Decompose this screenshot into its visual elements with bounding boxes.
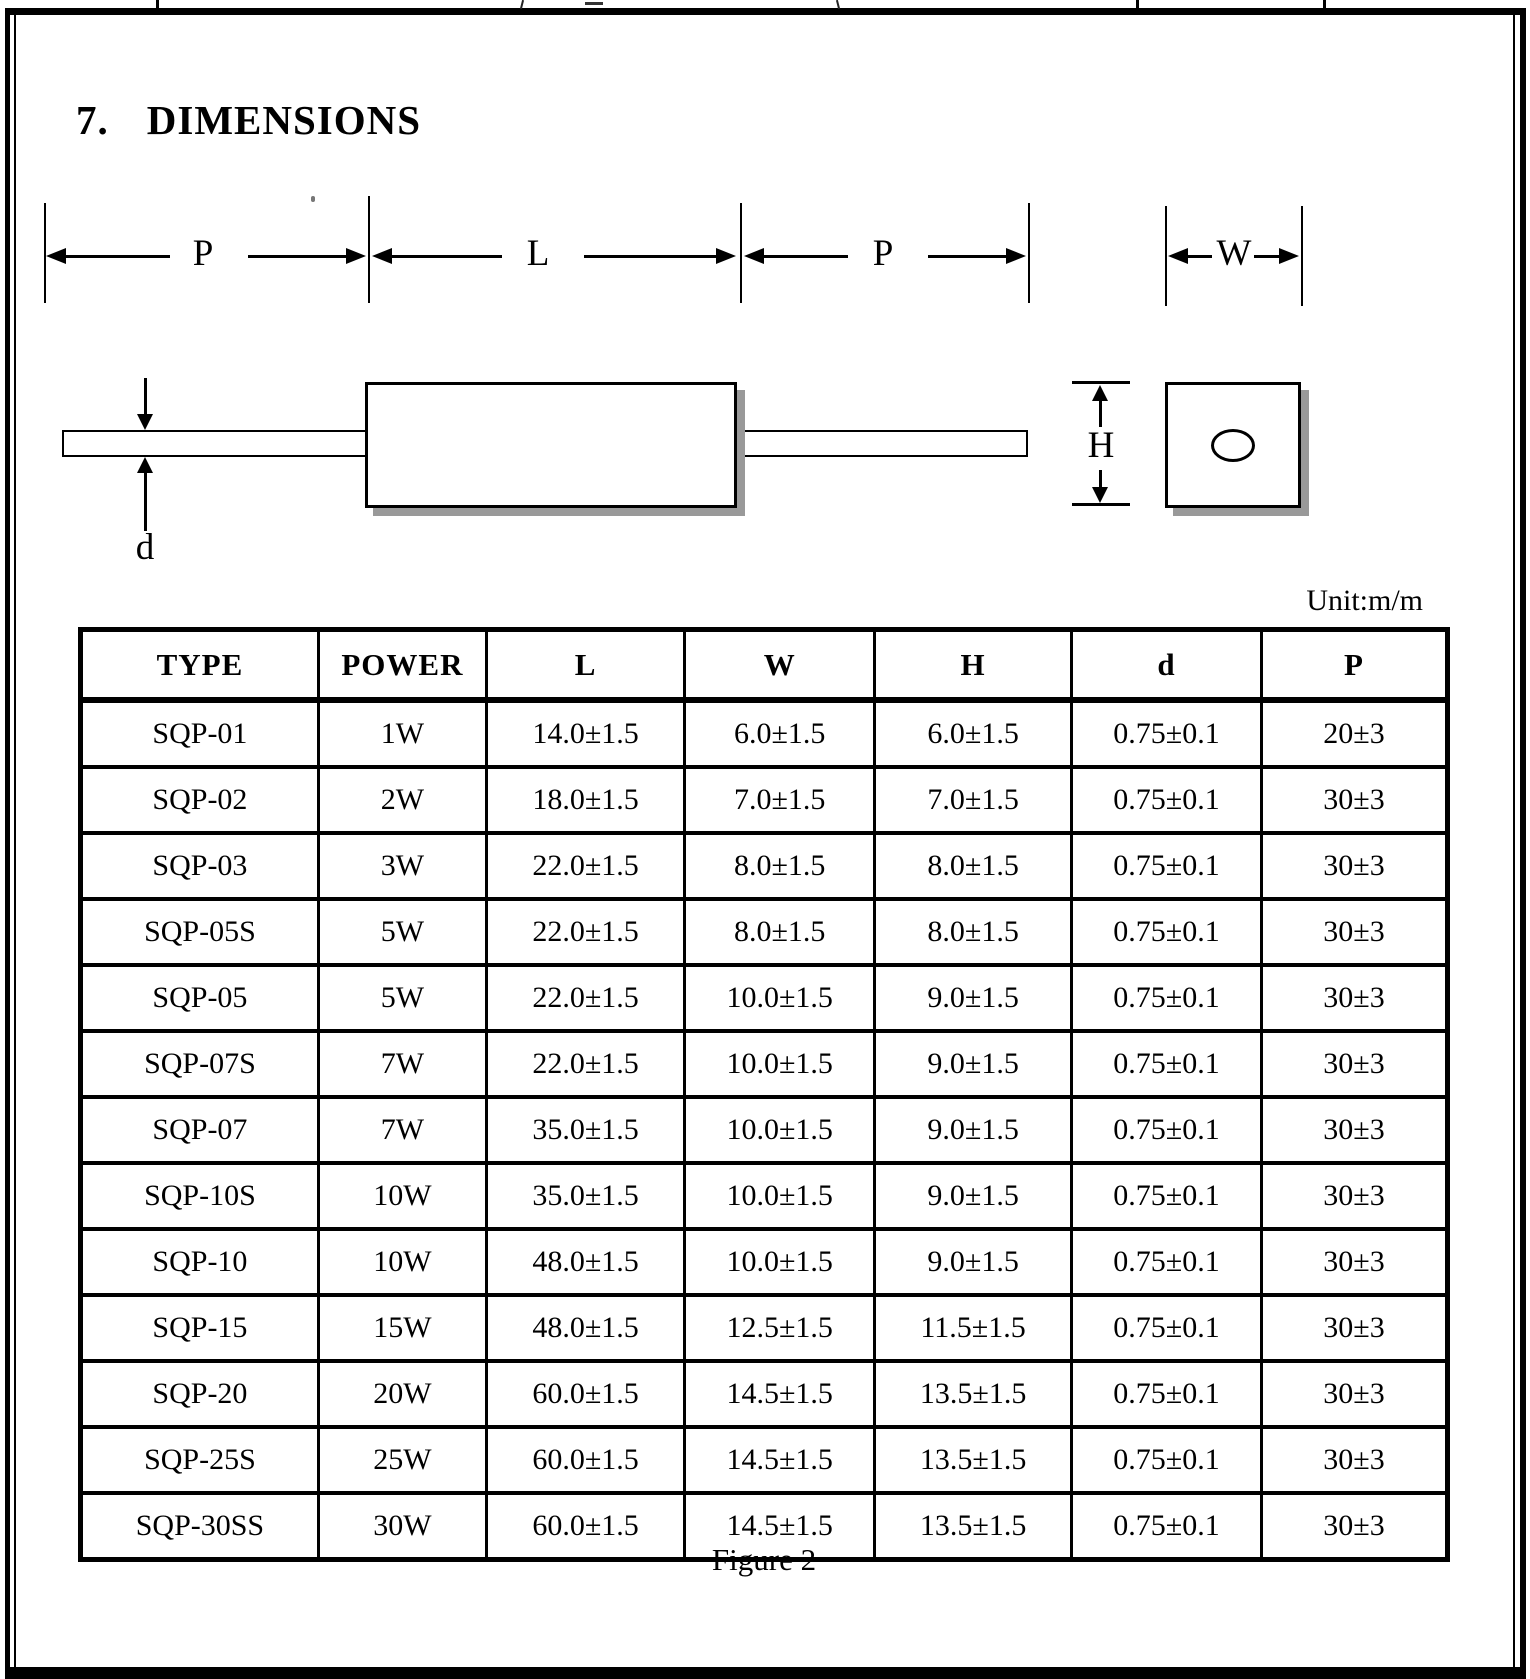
dim-arrowhead-left [1168, 248, 1188, 264]
table-cell-power: 10W [318, 1163, 486, 1229]
table-cell-l: 22.0±1.5 [486, 965, 684, 1031]
dim-extent-line [1165, 206, 1167, 306]
h-arrow-shaft [1099, 470, 1102, 488]
table-cell-h: 13.5±1.5 [875, 1427, 1072, 1493]
table-cell-type: SQP-02 [81, 767, 319, 833]
table-row [81, 899, 1448, 965]
table-cell-p: 30±3 [1262, 899, 1448, 965]
table-header-row [81, 630, 1448, 701]
table-cell-power: 15W [318, 1295, 486, 1361]
table-cell-type: SQP-20 [81, 1361, 319, 1427]
table-cell-w: 8.0±1.5 [685, 899, 875, 965]
table-cell-power: 3W [318, 833, 486, 899]
dimension-diagram [0, 0, 1530, 630]
table-cell-l: 48.0±1.5 [486, 1295, 684, 1361]
table-cell-p: 30±3 [1262, 1031, 1448, 1097]
table-cell-h: 8.0±1.5 [875, 899, 1072, 965]
table-cell-type: SQP-30SS [81, 1493, 319, 1560]
d-arrow-shaft [144, 473, 147, 531]
table-cell-type: SQP-10 [81, 1229, 319, 1295]
table-cell-power: 5W [318, 899, 486, 965]
table-cell-w: 10.0±1.5 [685, 1031, 875, 1097]
resistor-body [365, 382, 737, 508]
table-row [81, 1031, 1448, 1097]
lead-wire-right [737, 430, 1028, 457]
table-row [81, 833, 1448, 899]
table-cell-d: 0.75±0.1 [1072, 833, 1262, 899]
unit-label: Unit:m/m [1306, 584, 1423, 617]
dim-shaft [64, 255, 170, 258]
dim-arrowhead-left [744, 248, 764, 264]
table-row [81, 1427, 1448, 1493]
table-cell-l: 22.0±1.5 [486, 833, 684, 899]
table-cell-w: 14.5±1.5 [685, 1361, 875, 1427]
table-cell-p: 30±3 [1262, 1163, 1448, 1229]
section-title: DIMENSIONS [146, 97, 422, 143]
table-cell-power: 20W [318, 1361, 486, 1427]
table-cell-w: 14.5±1.5 [685, 1427, 875, 1493]
dim-extent-line [740, 203, 742, 303]
column-header-h: H [875, 630, 1072, 701]
table-cell-h: 9.0±1.5 [875, 1031, 1072, 1097]
table-cell-l: 60.0±1.5 [486, 1427, 684, 1493]
figure-caption: Figure 2 [711, 1542, 817, 1577]
dim-shaft [928, 255, 1008, 258]
table-cell-p: 30±3 [1262, 1229, 1448, 1295]
table-cell-l: 48.0±1.5 [486, 1229, 684, 1295]
table-cell-type: SQP-01 [81, 700, 319, 767]
dim-extent-line [1301, 206, 1303, 306]
table-cell-w: 10.0±1.5 [685, 1163, 875, 1229]
table-cell-d: 0.75±0.1 [1072, 767, 1262, 833]
table-cell-type: SQP-07 [81, 1097, 319, 1163]
table-cell-d: 0.75±0.1 [1072, 1361, 1262, 1427]
h-arrowhead-up [1092, 385, 1108, 401]
table-cell-w: 12.5±1.5 [685, 1295, 875, 1361]
dim-shaft [584, 255, 718, 258]
column-header-l: L [486, 630, 684, 701]
table-cell-l: 35.0±1.5 [486, 1163, 684, 1229]
table-cell-w: 14.5±1.5 [685, 1493, 875, 1560]
column-header-power: POWER [318, 630, 486, 701]
table-cell-w: 8.0±1.5 [685, 833, 875, 899]
h-arrowhead-down [1092, 487, 1108, 503]
dim-label-p-left: P [192, 233, 214, 274]
h-tick-top [1072, 381, 1130, 384]
table-cell-d: 0.75±0.1 [1072, 1163, 1262, 1229]
dim-arrowhead-left [372, 248, 392, 264]
h-tick-bottom [1072, 503, 1130, 506]
table-row [81, 700, 1448, 767]
dim-label-h: H [1087, 425, 1115, 466]
dimensions-table [78, 627, 1450, 1562]
table-cell-w: 7.0±1.5 [685, 767, 875, 833]
table-cell-type: SQP-07S [81, 1031, 319, 1097]
table-cell-w: 6.0±1.5 [685, 700, 875, 767]
table-cell-l: 18.0±1.5 [486, 767, 684, 833]
table-row [81, 1097, 1448, 1163]
table-cell-d: 0.75±0.1 [1072, 1295, 1262, 1361]
table-cell-p: 30±3 [1262, 1361, 1448, 1427]
table-cell-d: 0.75±0.1 [1072, 700, 1262, 767]
d-arrow-shaft [144, 378, 147, 416]
table-cell-power: 5W [318, 965, 486, 1031]
table-cell-power: 30W [318, 1493, 486, 1560]
dim-shaft [1254, 255, 1280, 258]
dim-extent-line [1028, 203, 1030, 303]
table-cell-type: SQP-03 [81, 833, 319, 899]
dim-shaft [390, 255, 502, 258]
column-header-type: TYPE [81, 630, 319, 701]
table-cell-p: 30±3 [1262, 1295, 1448, 1361]
table-row [81, 965, 1448, 1031]
dim-arrowhead-right [1006, 248, 1026, 264]
table-cell-l: 14.0±1.5 [486, 700, 684, 767]
table-cell-h: 9.0±1.5 [875, 1163, 1072, 1229]
table-cell-h: 9.0±1.5 [875, 1097, 1072, 1163]
table-cell-p: 20±3 [1262, 700, 1448, 767]
table-cell-d: 0.75±0.1 [1072, 1031, 1262, 1097]
dim-label-w: W [1216, 233, 1252, 274]
table-cell-w: 10.0±1.5 [685, 965, 875, 1031]
table-cell-power: 10W [318, 1229, 486, 1295]
dim-arrowhead-right [716, 248, 736, 264]
table-cell-p: 30±3 [1262, 965, 1448, 1031]
d-arrowhead-up [137, 457, 153, 473]
section-number: 7. [76, 97, 109, 143]
table-cell-d: 0.75±0.1 [1072, 1493, 1262, 1560]
table-cell-h: 11.5±1.5 [875, 1295, 1072, 1361]
table-cell-l: 22.0±1.5 [486, 899, 684, 965]
table-cell-d: 0.75±0.1 [1072, 965, 1262, 1031]
column-header-p: P [1262, 630, 1448, 701]
table-cell-type: SQP-10S [81, 1163, 319, 1229]
table-cell-h: 8.0±1.5 [875, 833, 1072, 899]
scan-artifact-dot [311, 196, 315, 202]
column-header-d: d [1072, 630, 1262, 701]
table-cell-h: 9.0±1.5 [875, 965, 1072, 1031]
table-cell-type: SQP-15 [81, 1295, 319, 1361]
dim-shaft [762, 255, 848, 258]
table-cell-d: 0.75±0.1 [1072, 899, 1262, 965]
dim-shaft [248, 255, 348, 258]
d-arrowhead-down [137, 414, 153, 430]
table-row [81, 1361, 1448, 1427]
table-cell-p: 30±3 [1262, 767, 1448, 833]
table-cell-p: 30±3 [1262, 833, 1448, 899]
dim-shaft [1186, 255, 1212, 258]
table-cell-l: 22.0±1.5 [486, 1031, 684, 1097]
table-cell-d: 0.75±0.1 [1072, 1427, 1262, 1493]
table-cell-p: 30±3 [1262, 1427, 1448, 1493]
table-cell-l: 60.0±1.5 [486, 1361, 684, 1427]
dim-arrowhead-right [1279, 248, 1299, 264]
dim-label-l: L [526, 233, 550, 274]
dim-arrowhead-right [346, 248, 366, 264]
table-cell-p: 30±3 [1262, 1097, 1448, 1163]
dim-arrowhead-left [46, 248, 66, 264]
page-border-bottom [5, 1667, 1526, 1679]
table-row [81, 1229, 1448, 1295]
table-cell-power: 7W [318, 1031, 486, 1097]
lead-wire-left [62, 430, 370, 457]
column-header-w: W [685, 630, 875, 701]
table-cell-type: SQP-25S [81, 1427, 319, 1493]
table-cell-d: 0.75±0.1 [1072, 1097, 1262, 1163]
table-cell-type: SQP-05 [81, 965, 319, 1031]
table-cell-type: SQP-05S [81, 899, 319, 965]
table-cell-power: 7W [318, 1097, 486, 1163]
table-cell-h: 13.5±1.5 [875, 1361, 1072, 1427]
table-cell-d: 0.75±0.1 [1072, 1229, 1262, 1295]
table-cell-w: 10.0±1.5 [685, 1097, 875, 1163]
table-cell-p: 30±3 [1262, 1493, 1448, 1560]
table-cell-h: 9.0±1.5 [875, 1229, 1072, 1295]
table-cell-h: 13.5±1.5 [875, 1493, 1072, 1560]
table-cell-power: 25W [318, 1427, 486, 1493]
table-row [81, 767, 1448, 833]
dim-label-d: d [135, 527, 155, 568]
table-cell-power: 2W [318, 767, 486, 833]
table-cell-l: 35.0±1.5 [486, 1097, 684, 1163]
dim-label-p-right: P [872, 233, 894, 274]
table-cell-h: 6.0±1.5 [875, 700, 1072, 767]
table-cell-h: 7.0±1.5 [875, 767, 1072, 833]
table-cell-w: 10.0±1.5 [685, 1229, 875, 1295]
table-cell-power: 1W [318, 700, 486, 767]
table-row [81, 1295, 1448, 1361]
table-row [81, 1163, 1448, 1229]
table-cell-l: 60.0±1.5 [486, 1493, 684, 1560]
lead-hole-ellipse [1211, 429, 1255, 462]
dim-extent-line [368, 196, 370, 303]
